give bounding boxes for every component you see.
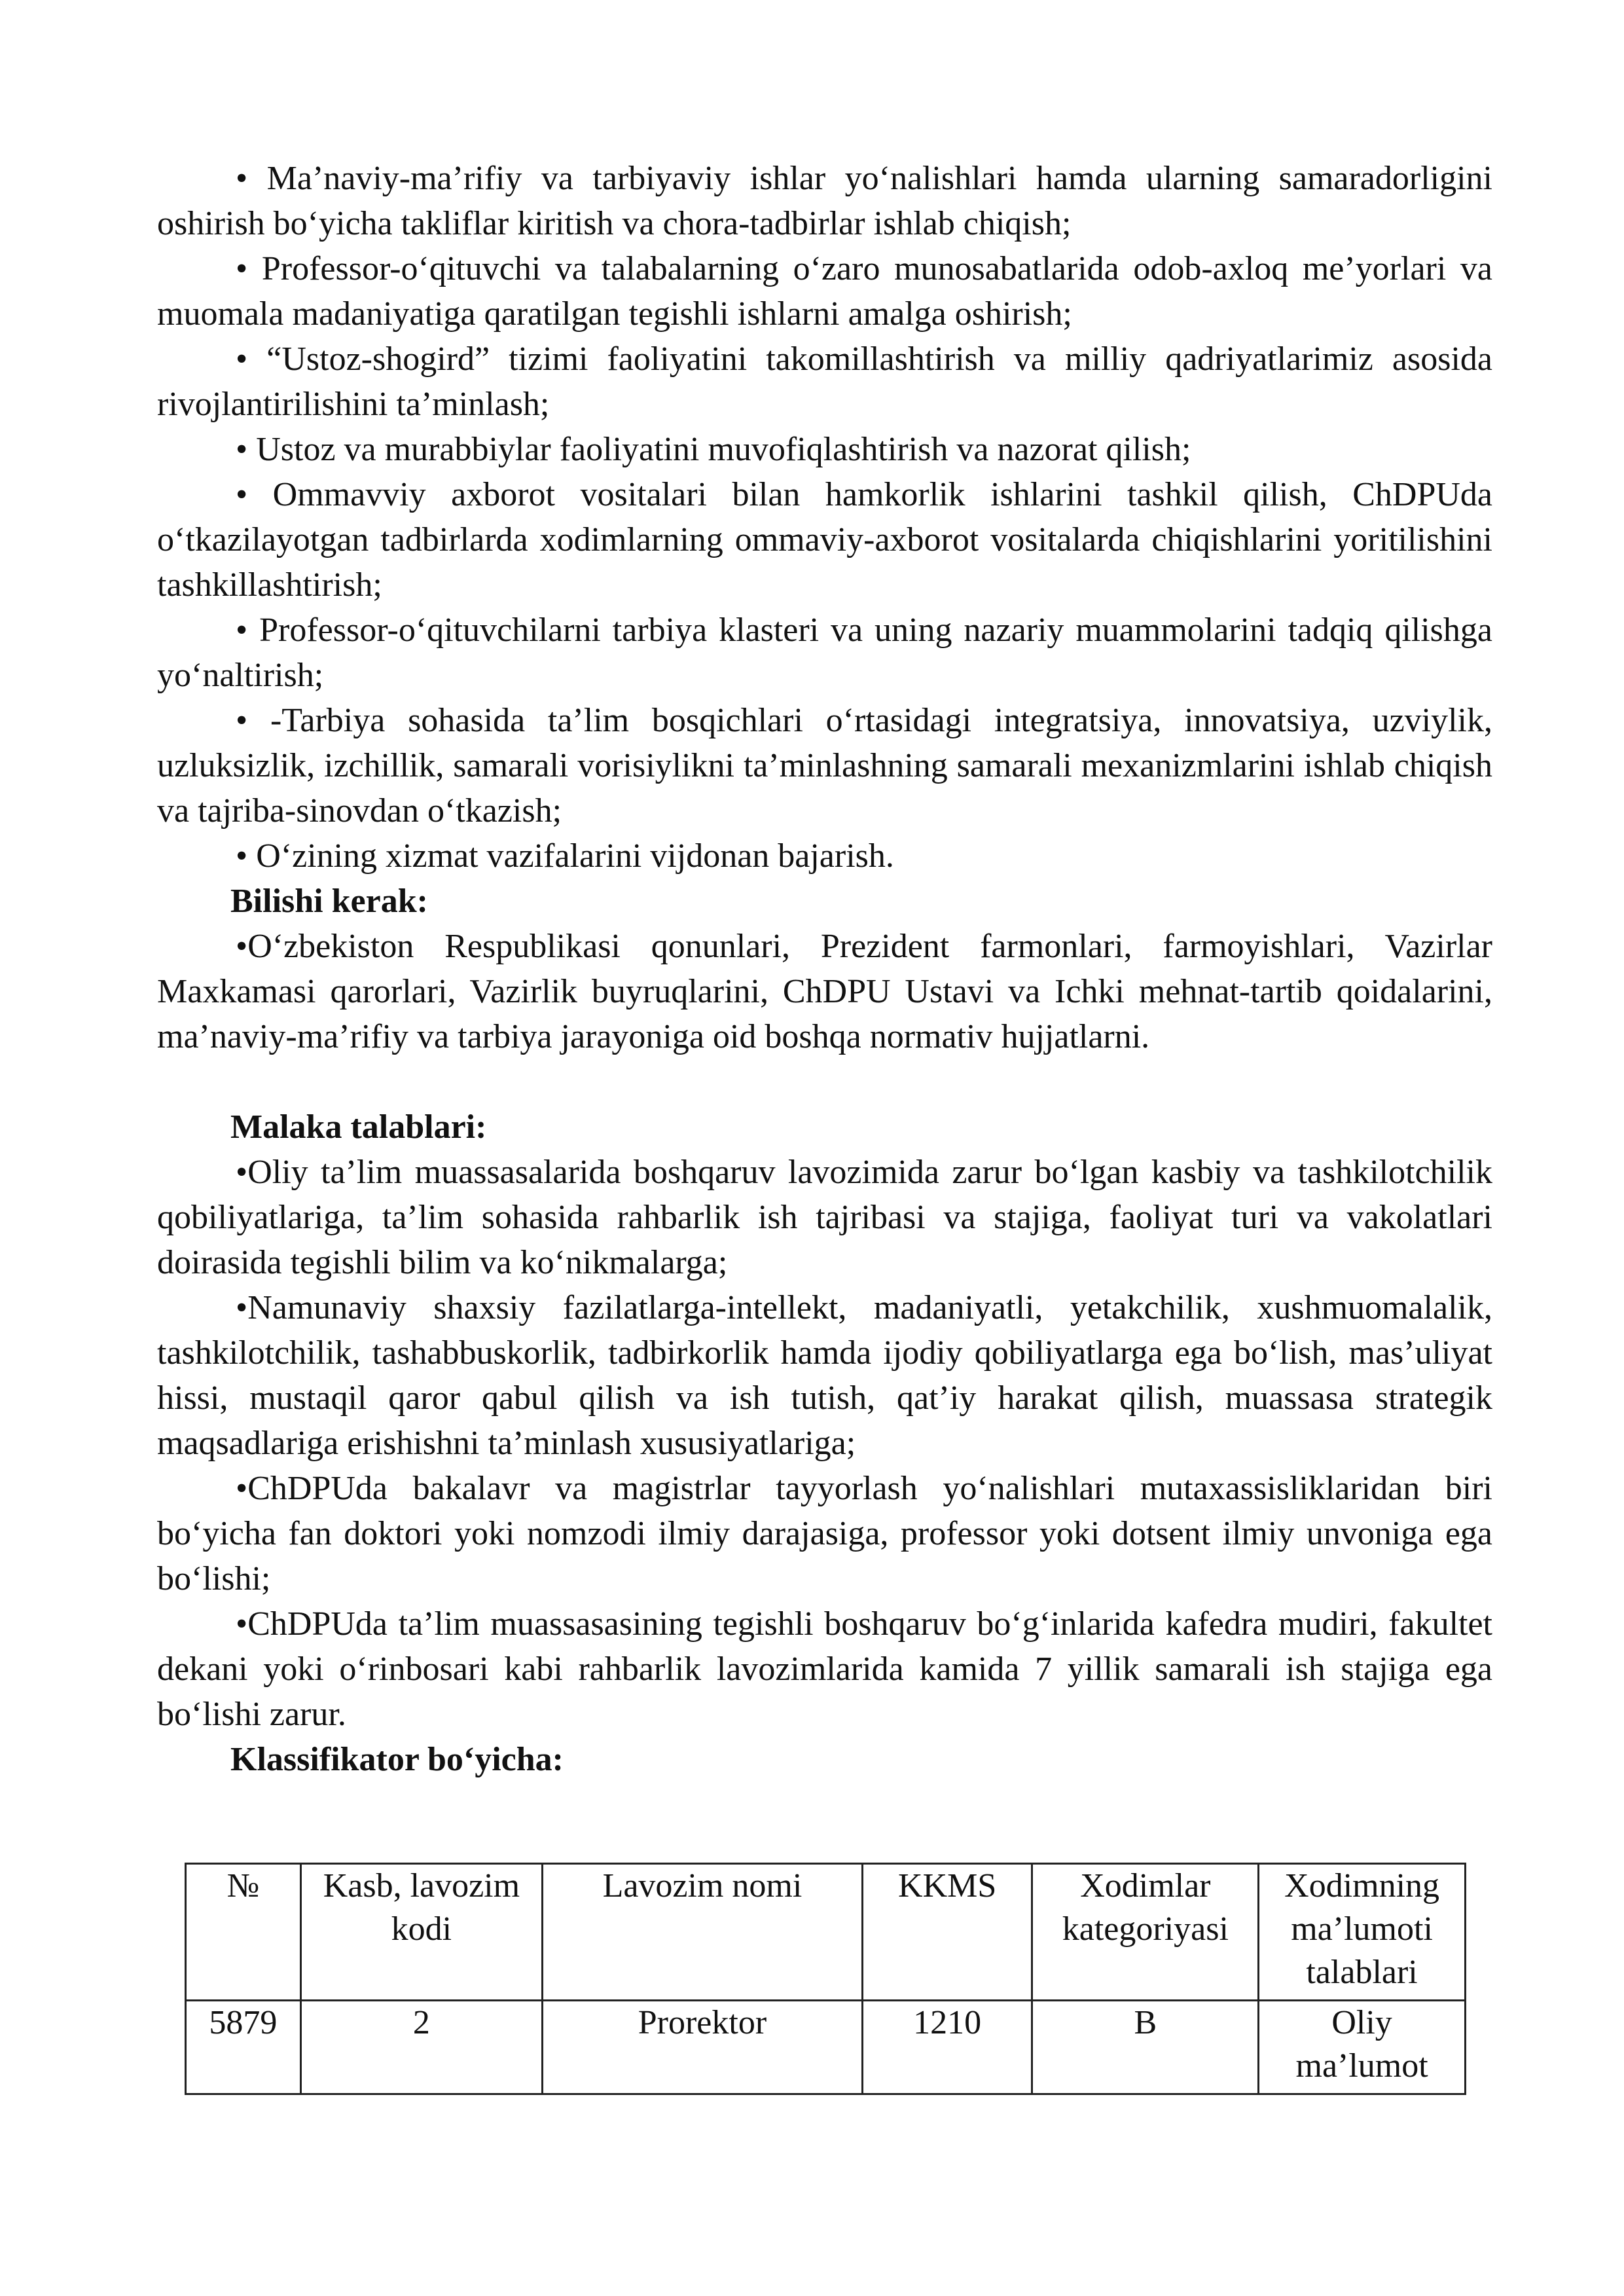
section-spacer bbox=[157, 1059, 1492, 1104]
duty-item: • Ma’naviy-ma’rifiy va tarbiyaviy ishlar yo‘nalishlari hamda ularning samaradorligini oshirish bo‘yicha takliflar kiritish va chora-tadbirlar ishlab chiqish; bbox=[157, 160, 1492, 242]
column-header-education: Xodimning ma’lumoti talablari bbox=[1259, 1864, 1466, 2001]
column-header-kkms: KKMS bbox=[862, 1864, 1032, 2001]
duty-item: • Professor-o‘qituvchilarni tarbiya klasteri va uning nazariy muammolarini tadqiq qilishga yo‘naltirish; bbox=[157, 611, 1492, 694]
duty-item: • O‘zining xizmat vazifalarini vijdonan bajarish. bbox=[236, 837, 894, 875]
table-header-row bbox=[186, 1864, 1466, 2001]
duty-item: • Professor-o‘qituvchi va talabalarning o‘zaro munosabatlarida odob-axloq me’yorlari va muomala madaniyatiga qaratilgan tegishli ishlarni amalga oshirish; bbox=[157, 250, 1492, 333]
qualification-item: •ChDPUda ta’lim muassasasining tegishli boshqaruv bo‘g‘inlarida kafedra mudiri, fakultet dekani yoki o‘rinbosari kabi rahbarlik lavozimlarida kamida 7 yillik samarali ish stajiga ega bo‘lishi zarur. bbox=[157, 1605, 1492, 1733]
must-know-heading: Bilishi kerak: bbox=[230, 883, 428, 920]
cell-position-name: Prorektor bbox=[543, 2001, 863, 2094]
column-header-number: № bbox=[186, 1864, 301, 2001]
cell-education: Oliy ma’lumot bbox=[1259, 2001, 1466, 2094]
cell-code: 2 bbox=[300, 2001, 542, 2094]
qualification-heading: Malaka talablari: bbox=[230, 1108, 487, 1146]
cell-number: 5879 bbox=[186, 2001, 301, 2094]
column-header-code: Kasb, lavozim kodi bbox=[300, 1864, 542, 2001]
cell-category: B bbox=[1032, 2001, 1259, 2094]
qualification-item: •Oliy ta’lim muassasalarida boshqaruv lavozimida zarur bo‘lgan kasbiy va tashkilotchilik qobiliyatlariga, ta’lim sohasida rahbarlik ish tajribasi va stajiga, faoliyat turi va vakolatlari doirasida tegishli bilim va ko‘nikmalarga; bbox=[157, 1154, 1492, 1281]
cell-kkms: 1210 bbox=[862, 2001, 1032, 2094]
qualification-item: •ChDPUda bakalavr va magistrlar tayyorlash yo‘nalishlari mutaxassisliklaridan biri bo‘yicha fan doktori yoki nomzodi ilmiy darajasiga, professor yoki dotsent ilmiy unvoniga ega bo‘lishi; bbox=[157, 1470, 1492, 1597]
document-body bbox=[157, 156, 1492, 1782]
qualification-item: •Namunaviy shaxsiy fazilatlarga-intellekt, madaniyatli, yetakchilik, xushmuomalalik, tashkilotchilik, tashabbuskorlik, tadbirkorlik hamda ijodiy qobiliyatlarga ega bo‘lish, mas’uliyat hissi, mustaqil qaror qabul qilish va ish tutish, qat’iy harakat qilish, muassasa strategik maqsadlariga erishishni ta’minlash xususiyatlariga; bbox=[157, 1289, 1492, 1462]
classifier-table bbox=[185, 1863, 1466, 2095]
column-header-position-name: Lavozim nomi bbox=[543, 1864, 863, 2001]
duty-item: • “Ustoz-shogird” tizimi faoliyatini takomillashtirish va milliy qadriyatlarimiz asosida rivojlantirilishini ta’minlash; bbox=[157, 340, 1492, 423]
table-row bbox=[186, 2001, 1466, 2094]
must-know-item: •O‘zbekiston Respublikasi qonunlari, Prezident farmonlari, farmoyishlari, Vazirlar Maxkamasi qarorlari, Vazirlik buyruqlarini, ChDPU Ustavi va Ichki mehnat-tartib qoidalarini, ma’naviy-ma’rifiy va tarbiya jarayoniga oid boshqa normativ hujjatlarni. bbox=[157, 928, 1492, 1055]
duty-item: • -Tarbiya sohasida ta’lim bosqichlari o‘rtasidagi integratsiya, innovatsiya, uzviylik, uzluksizlik, izchillik, samarali vorisiylikni ta’minlashning samarali mexanizmlarini ishlab chiqish va tajriba-sinovdan o‘tkazish; bbox=[157, 702, 1492, 829]
column-header-category: Xodimlar kategoriyasi bbox=[1032, 1864, 1259, 2001]
duty-item: • Ommavviy axborot vositalari bilan hamkorlik ishlarini tashkil qilish, ChDPUda o‘tkazilayotgan tadbirlarda xodimlarning ommaviy-axborot vositalarda chiqishlarini yoritilishini tashkillashtirish; bbox=[157, 476, 1492, 604]
duty-item: • Ustoz va murabbiylar faoliyatini muvofiqlashtirish va nazorat qilish; bbox=[236, 431, 1191, 468]
classifier-heading: Klassifikator bo‘yicha: bbox=[230, 1741, 564, 1778]
